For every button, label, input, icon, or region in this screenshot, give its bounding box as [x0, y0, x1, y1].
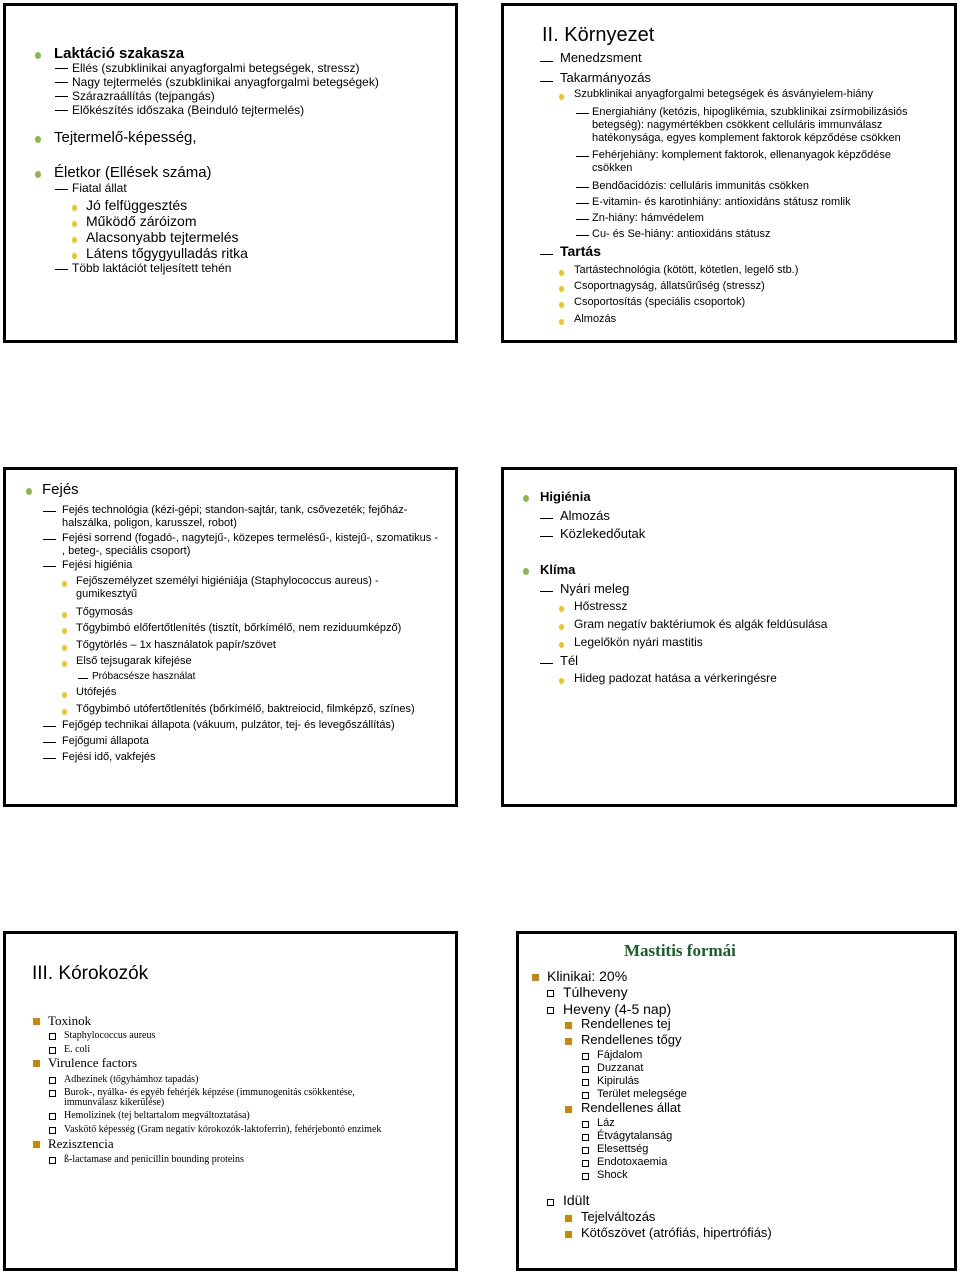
checkbox-bullet-icon: [547, 990, 554, 997]
dash-icon: [540, 518, 553, 519]
dash-icon: [540, 81, 553, 82]
list-item: Utófejés: [76, 686, 117, 698]
list-item: Étvágytalanság: [597, 1130, 673, 1142]
square-bullet-icon: [565, 1215, 572, 1222]
checkbox-bullet-icon: [49, 1047, 56, 1054]
bullet-icon: [35, 52, 41, 59]
bullet-icon: [62, 692, 67, 698]
checkbox-bullet-icon: [582, 1079, 589, 1086]
list-item: Kötőszövet (atrófiás, hipertrófiás): [581, 1225, 772, 1240]
dash-icon: [576, 113, 589, 114]
bullet-icon: [72, 237, 77, 243]
list-item: Rendellenes állat: [581, 1100, 681, 1115]
list-item: Fejőszemélyzet személyi higiéniája (Staphylococcus aureus) -: [76, 575, 379, 587]
square-bullet-icon: [565, 1022, 572, 1029]
list-item: Tőgytörlés – 1x használatok papír/szövet: [76, 639, 276, 651]
bullet-icon: [72, 253, 77, 259]
bullet-icon: [559, 319, 564, 325]
dash-icon: [78, 678, 88, 679]
list-item: Ellés (szubklinikai anyagforgalmi betegségek, stressz): [72, 61, 360, 75]
list-item: Fájdalom: [597, 1049, 643, 1061]
bullet-icon: [559, 302, 564, 308]
list-item: Klinikai: 20%: [547, 968, 628, 984]
dash-icon: [576, 203, 589, 204]
bullet-icon: [35, 136, 41, 143]
list-item-cont: csökken: [592, 162, 633, 174]
list-item: Csoportosítás (speciális csoportok): [574, 296, 746, 308]
bullet-icon: [62, 661, 67, 667]
square-bullet-icon: [532, 974, 539, 981]
dash-icon: [540, 536, 553, 537]
slide-laktacio: [3, 3, 458, 343]
list-item-cont: halszálka, poligon, karusszel, robot): [62, 517, 237, 529]
list-item: Takarmányozás: [560, 70, 652, 85]
list-item: ß-lactamase and penicillin bounding proteins: [64, 1154, 244, 1165]
slide-title: II. Környezet: [542, 24, 655, 46]
checkbox-bullet-icon: [49, 1113, 56, 1120]
list-item: Legelőkön nyári mastitis: [574, 635, 703, 649]
list-item: Burok-, nyálka- és egyéb fehérjék képzése (immunogenitás csökkentése,: [64, 1087, 355, 1098]
list-item: Fejési higiénia: [62, 559, 133, 571]
list-item: Terület melegsége: [597, 1088, 687, 1100]
checkbox-bullet-icon: [582, 1121, 589, 1128]
square-bullet-icon: [33, 1141, 40, 1148]
list-item: Hőstressz: [574, 599, 628, 613]
list-item-cont: , beteg-, speciális csoport): [62, 545, 191, 557]
dash-icon: [576, 187, 589, 188]
list-item: Működő záróizom: [86, 213, 197, 229]
list-item: Rezisztencia: [48, 1136, 114, 1151]
list-item: E. coli: [64, 1044, 91, 1055]
bullet-icon: [72, 205, 77, 211]
list-item: Nyári meleg: [560, 581, 630, 596]
slide-title: Mastitis formái: [624, 941, 736, 960]
list-item: Csoportnagyság, állatsűrűség (stressz): [574, 280, 765, 292]
dash-icon: [43, 742, 56, 743]
list-item: Bendőacidózis: celluláris immunitás csökken: [592, 180, 810, 192]
dash-icon: [540, 254, 553, 255]
dash-icon: [43, 539, 56, 540]
dash-icon: [540, 663, 553, 664]
dash-icon: [576, 156, 589, 157]
list-item: Endotoxaemia: [597, 1156, 668, 1168]
slide-title: III. Kórokozók: [32, 963, 149, 984]
bullet-icon: [559, 94, 564, 100]
list-item: Staphylococcus aureus: [64, 1030, 156, 1041]
bullet-icon: [559, 624, 564, 630]
checkbox-bullet-icon: [49, 1157, 56, 1164]
list-item: Szárazraállítás (tejpangás): [72, 89, 215, 103]
bullet-icon: [559, 678, 564, 684]
list-item: Tejelváltozás: [581, 1209, 656, 1224]
dash-icon: [576, 235, 589, 236]
list-item: Rendellenes tőgy: [581, 1032, 682, 1047]
list-item: Tőgybimbó előfertőtlenítés (tisztít, bőrkímélő, nem reziduumképző): [76, 622, 402, 634]
list-item: Tartás: [560, 243, 601, 259]
list-item: Toxinok: [48, 1013, 92, 1028]
checkbox-bullet-icon: [49, 1090, 56, 1097]
dash-icon: [43, 758, 56, 759]
list-item: Tél: [560, 653, 579, 668]
bullet-icon: [62, 612, 67, 618]
dash-icon: [43, 566, 56, 567]
bullet-icon: [26, 488, 32, 495]
square-bullet-icon: [33, 1018, 40, 1025]
bullet-icon: [559, 270, 564, 276]
checkbox-bullet-icon: [582, 1160, 589, 1167]
list-item: Almozás: [560, 508, 610, 523]
list-item: Energiahiány (ketózis, hipoglikémia, szubklinikai zsírmobilizásiós: [592, 106, 908, 118]
list-item: E-vitamin- és karotinhiány: antioxidáns státusz romlik: [592, 196, 851, 208]
list-item: Hideg padozat hatása a vérkeringésre: [574, 671, 777, 685]
list-item: Fejőgép technikai állapota (vákuum, pulzátor, tej- és levegőszállítás): [62, 719, 395, 731]
bullet-icon: [559, 642, 564, 648]
list-item: Szubklinikai anyagforgalmi betegségek és ásványielem-hiány: [574, 88, 873, 100]
square-bullet-icon: [565, 1106, 572, 1113]
dash-icon: [55, 110, 68, 111]
list-item: Fejés technológia (kézi-gépi; standon-sajtár, tank, csővezeték; fejőház-: [62, 504, 408, 516]
list-item: Tőgymosás: [76, 606, 133, 618]
section-title: Higiénia: [540, 489, 591, 504]
slide-title: Fejés: [42, 481, 79, 498]
list-item: Fehérjehiány: komplement faktorok, ellenanyagok képződése: [592, 149, 892, 161]
list-item: Elesettség: [597, 1143, 649, 1155]
list-item: Próbacsésze használat: [92, 671, 196, 682]
list-item: Fejési sorrend (fogadó-, nagytejű-, közepes termelésű-, kistejű-, szomatikus -: [62, 532, 438, 544]
slide-mastitis-formai: [516, 931, 957, 1271]
section-title: Klíma: [540, 562, 576, 577]
slide-korokozok: [3, 931, 458, 1271]
checkbox-bullet-icon: [49, 1127, 56, 1134]
list-item: Zn-hiány: hámvédelem: [592, 212, 704, 224]
list-item: Életkor (Ellések száma): [54, 164, 212, 181]
list-item: Nagy tejtermelés (szubklinikai anyagforgalmi betegségek): [72, 75, 379, 89]
list-item: Shock: [597, 1169, 628, 1181]
square-bullet-icon: [565, 1038, 572, 1045]
dash-icon: [540, 61, 553, 62]
dash-icon: [55, 68, 68, 69]
list-item: Menedzsment: [560, 50, 642, 65]
list-item: Jó felfüggesztés: [86, 197, 188, 213]
bullet-icon: [559, 286, 564, 292]
checkbox-bullet-icon: [547, 1007, 554, 1014]
bullet-icon: [62, 581, 67, 587]
bullet-icon: [62, 645, 67, 651]
list-item: Alacsonyabb tejtermelés: [86, 229, 239, 245]
checkbox-bullet-icon: [49, 1033, 56, 1040]
dash-icon: [55, 82, 68, 83]
checkbox-bullet-icon: [582, 1173, 589, 1180]
slide-kornyezet: [501, 3, 957, 343]
list-item: Adhezinek (tőgyhámhoz tapadás): [64, 1074, 199, 1085]
checkbox-bullet-icon: [582, 1147, 589, 1154]
list-item: Tartástechnológia (kötött, kötetlen, legelő stb.): [574, 264, 799, 276]
bullet-icon: [35, 171, 41, 178]
list-item: Hemolizinek (tej beltartalom megváltoztatása): [64, 1110, 250, 1121]
list-item: Almozás: [574, 313, 617, 325]
list-item: Fiatal állat: [72, 181, 127, 195]
dash-icon: [576, 219, 589, 220]
list-item: Fejési idő, vakfejés: [62, 751, 156, 763]
list-item: Gram negatív baktériumok és algák feldúsulása: [574, 617, 828, 631]
list-item: Több laktációt teljesített tehén: [72, 261, 232, 275]
checkbox-bullet-icon: [582, 1134, 589, 1141]
bullet-icon: [559, 606, 564, 612]
list-item: Látens tőgygyulladás ritka: [86, 245, 248, 261]
list-item-cont: betegség): nagymértékben csökkent celluláris immunválasz: [592, 119, 883, 131]
list-item: Előkészítés időszaka (Beinduló tejtermelés): [72, 103, 305, 117]
list-item: Fejőgumi állapota: [62, 735, 149, 747]
checkbox-bullet-icon: [582, 1053, 589, 1060]
bullet-icon: [62, 709, 67, 715]
list-item-cont: hatékonysága, egyes komplement faktorok képződése csökken: [592, 132, 901, 144]
slide-title: Laktáció szakasza: [54, 45, 185, 62]
list-item-cont: gumikesztyű: [76, 588, 138, 600]
dash-icon: [540, 591, 553, 592]
list-item: Tejtermelő-képesség,: [54, 129, 197, 146]
list-item: Láz: [597, 1117, 615, 1129]
slide-higienia-klima: [501, 467, 957, 807]
list-item: Kipirulás: [597, 1075, 640, 1087]
list-item: Rendellenes tej: [581, 1016, 671, 1031]
list-item: Első tejsugarak kifejése: [76, 655, 192, 667]
list-item: Idült: [563, 1192, 590, 1208]
checkbox-bullet-icon: [49, 1077, 56, 1084]
list-item: Tőgybimbó utófertőtlenítés (bőrkímélő, baktreiocid, filmképző, színes): [76, 703, 415, 715]
checkbox-bullet-icon: [547, 1199, 554, 1206]
bullet-icon: [62, 628, 67, 634]
list-item-cont: immunválasz kikerülése): [64, 1097, 165, 1108]
checkbox-bullet-icon: [582, 1066, 589, 1073]
dash-icon: [43, 511, 56, 512]
bullet-icon: [523, 495, 529, 502]
square-bullet-icon: [33, 1060, 40, 1067]
square-bullet-icon: [565, 1231, 572, 1238]
dash-icon: [55, 269, 68, 270]
list-item: Virulence factors: [48, 1055, 138, 1070]
dash-icon: [55, 189, 68, 190]
bullet-icon: [72, 221, 77, 227]
slide-fejes: [3, 467, 458, 807]
dash-icon: [55, 96, 68, 97]
list-item: Cu- és Se-hiány: antioxidáns státusz: [592, 228, 771, 240]
dash-icon: [43, 726, 56, 727]
list-item: Duzzanat: [597, 1062, 644, 1074]
list-item: Közlekedőutak: [560, 526, 646, 541]
checkbox-bullet-icon: [582, 1092, 589, 1099]
list-item: Túlheveny: [563, 984, 628, 1000]
list-item: Vaskötő képesség (Gram negatív kórokozók-laktoferrin), fehérjebontó enzimek: [64, 1124, 382, 1135]
bullet-icon: [523, 568, 529, 575]
list-item: Heveny (4-5 nap): [563, 1001, 672, 1017]
